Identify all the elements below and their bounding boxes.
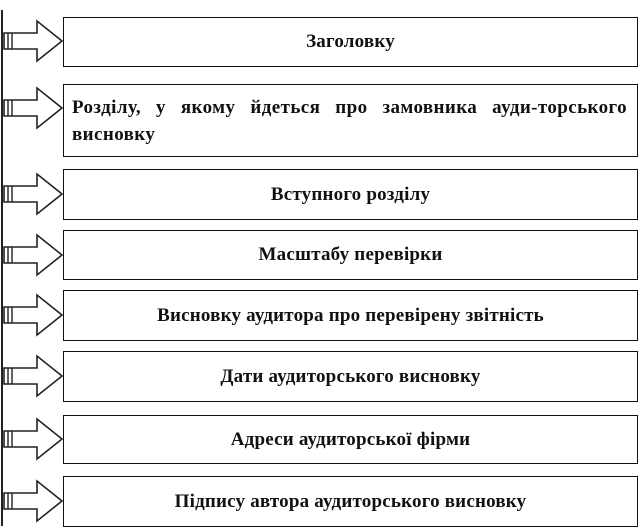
list-item [0, 415, 643, 464]
list-item [0, 351, 643, 402]
item-label: Підпису автора аудиторського висновку [174, 490, 527, 512]
list-item [0, 84, 643, 157]
list-item [0, 290, 643, 341]
arrow-right-icon [3, 417, 63, 461]
arrow-right-icon [3, 233, 63, 277]
item-label: Масштабу перевірки [258, 244, 443, 265]
item-box [63, 290, 638, 341]
item-box [63, 169, 638, 220]
list-item [0, 230, 643, 280]
item-label: Висновку аудитора про перевірену звітність [157, 304, 544, 326]
item-box [63, 17, 638, 67]
item-label: Адреси аудиторської фірми [230, 428, 471, 450]
list-item [0, 169, 643, 220]
arrow-right-icon [3, 354, 63, 398]
item-box [63, 476, 638, 527]
arrow-right-icon [3, 172, 63, 216]
item-box [63, 84, 638, 157]
arrow-right-icon [3, 19, 63, 63]
item-box [63, 351, 638, 402]
list-item [0, 476, 643, 527]
arrow-right-icon [3, 293, 63, 337]
item-label: Заголовку [306, 31, 395, 52]
arrow-right-icon [3, 86, 63, 130]
list-item [0, 17, 643, 67]
arrow-right-icon [3, 479, 63, 523]
item-label: Розділу, у якому йдеться про замовника ауди-торського висновку [72, 96, 627, 145]
item-box [63, 230, 638, 280]
item-label: Дати аудиторського висновку [220, 365, 481, 387]
item-box [63, 415, 638, 464]
item-label: Вступного розділу [270, 183, 431, 205]
